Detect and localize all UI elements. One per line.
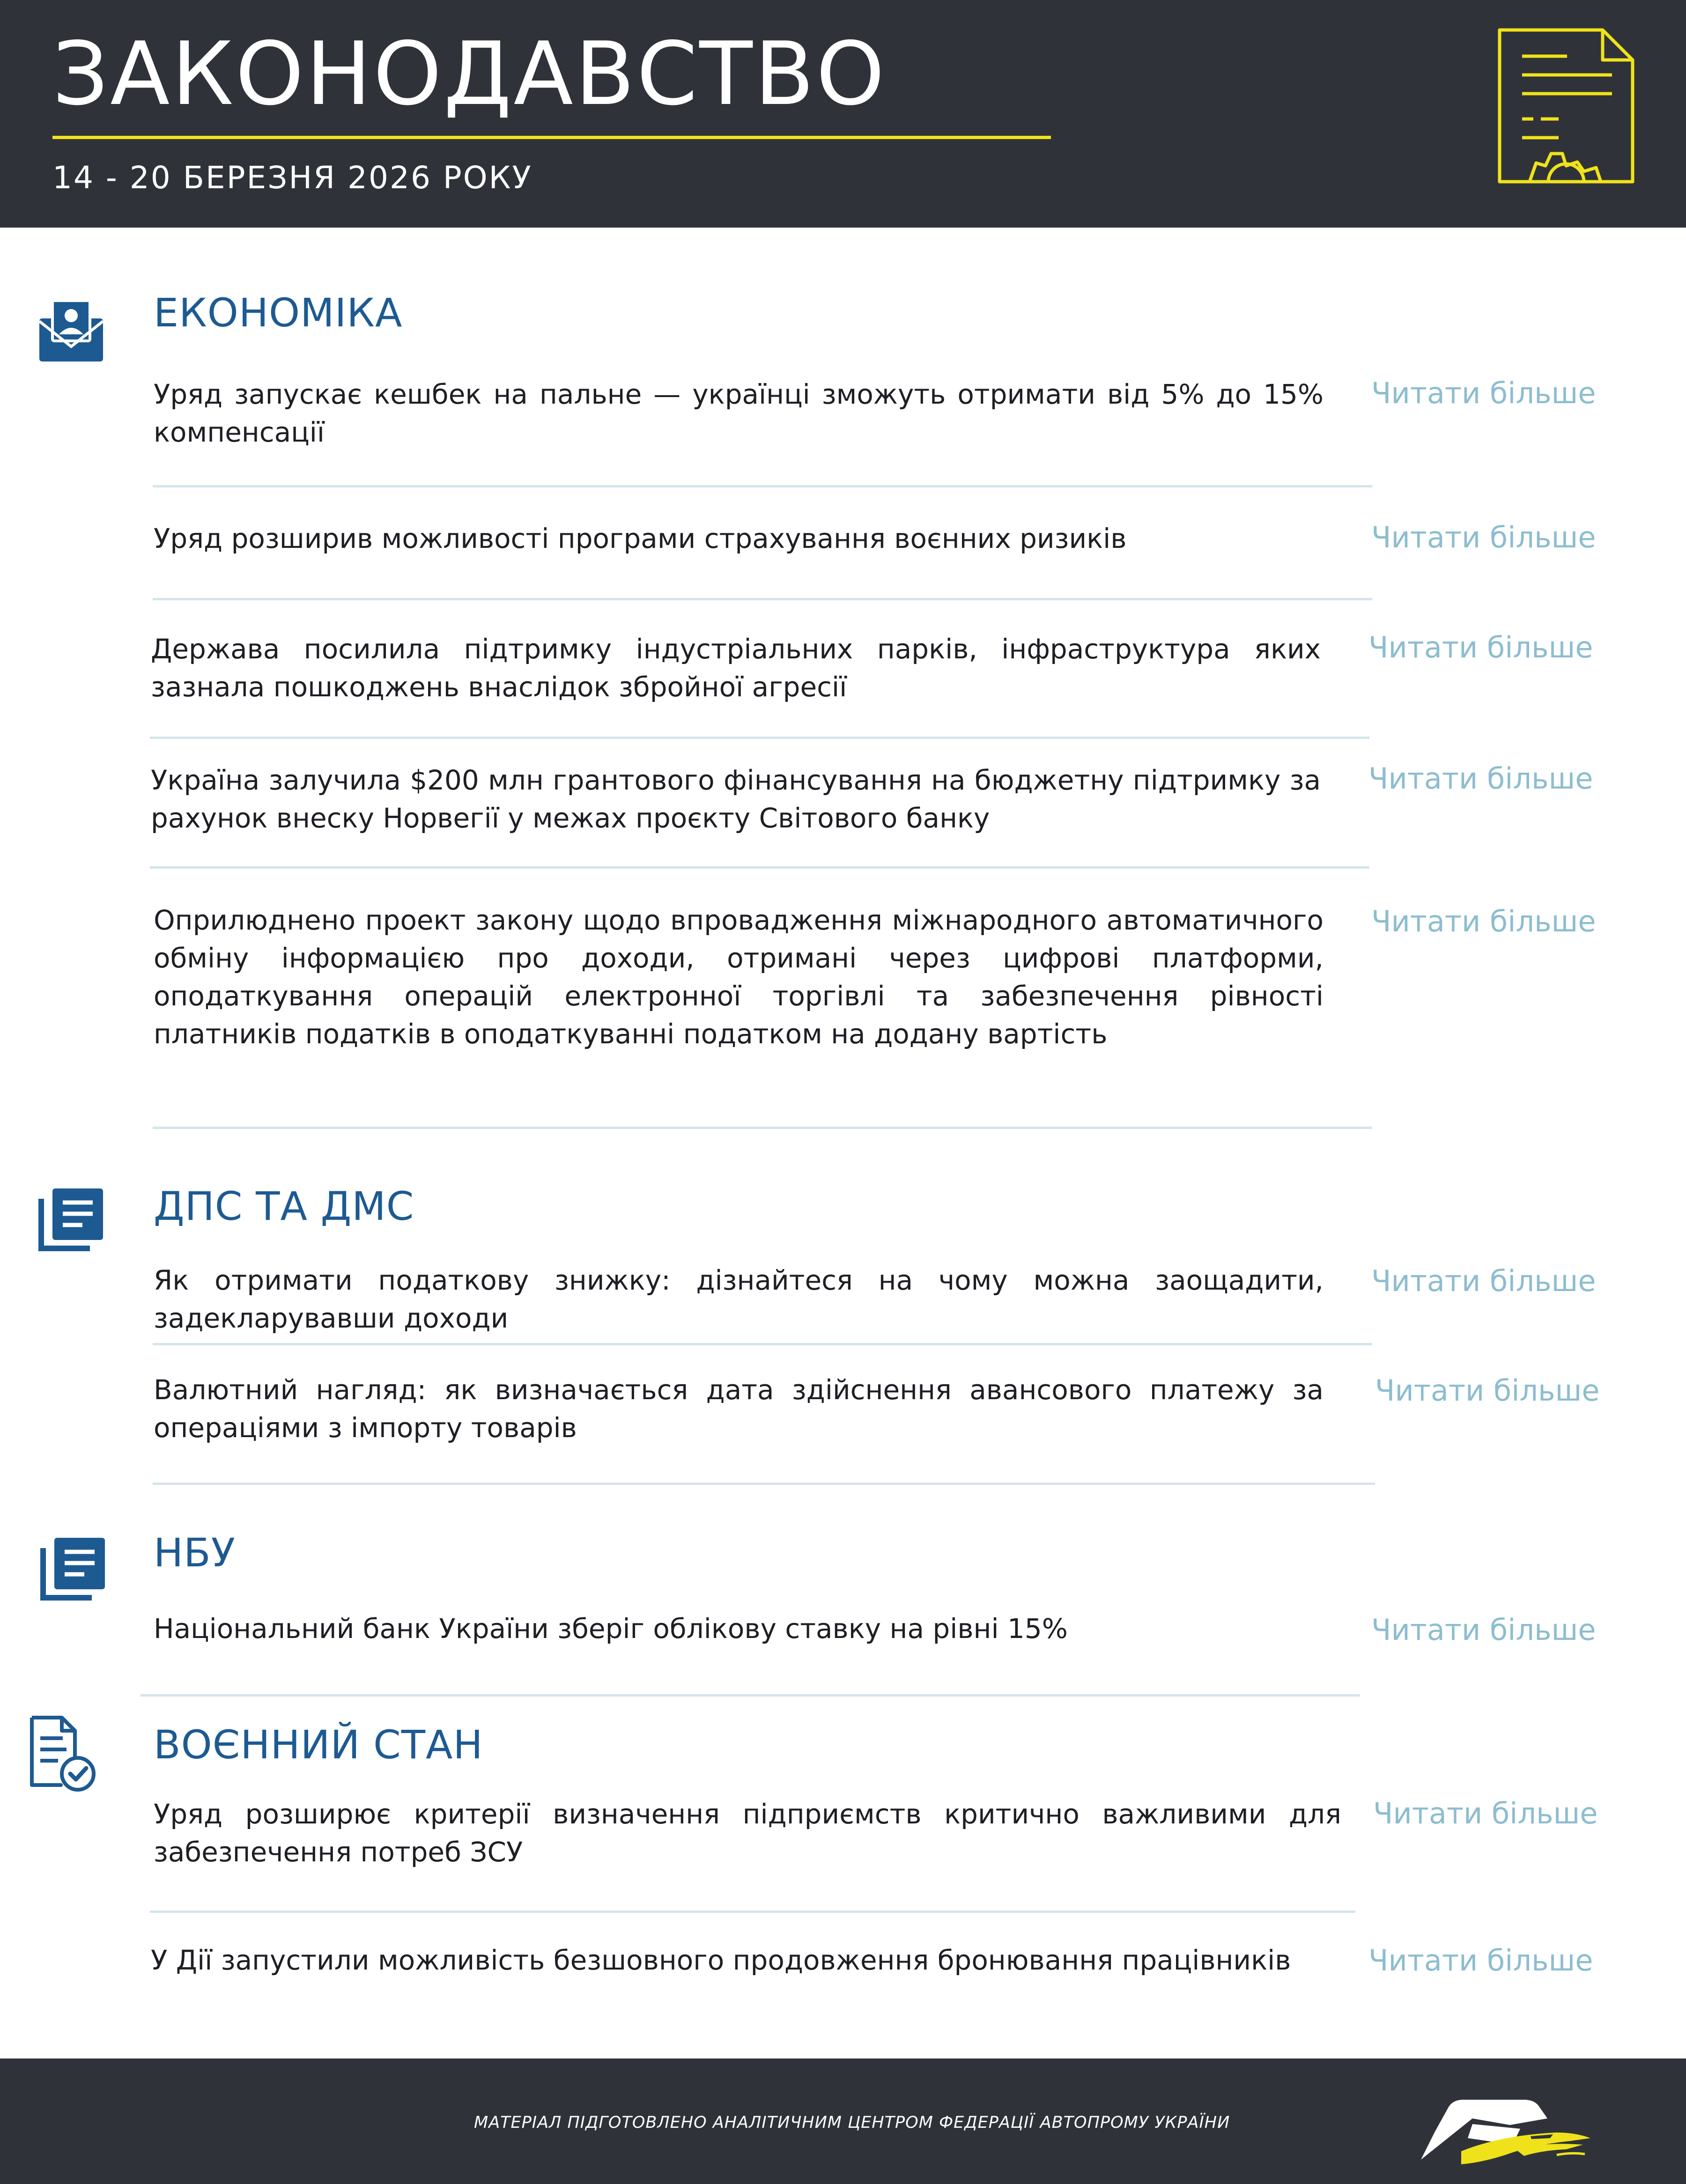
section-title-nbu: НБУ — [154, 1530, 236, 1576]
news-item-fuel-cashback: Уряд запускає кешбек на пальне — українці зможуть отримати від 5% до 15% компенсації — [154, 378, 1324, 448]
footer-credit: МАТЕРІАЛ ПІДГОТОВЛЕНО АНАЛІТИЧНИМ ЦЕНТРОМ ФЕДЕРАЦІЇ АВТОПРОМУ УКРАЇНИ — [474, 2113, 1230, 2132]
divider — [153, 1343, 1372, 1345]
read-more-link[interactable]: Читати більше — [1368, 1943, 1593, 1977]
news-item-vat-draft-law: Оприлюднено проект закону щодо впровадження міжнародного автоматичного обміну інформацією про доходи, отримані через цифрові платформи, оподаткування операцій електронної торгівлі та забезпечення рівності платників податків в оподаткуванні податком на додану вартість — [154, 904, 1324, 1050]
news-item-industrial-parks: Держава посилила підтримку індустріальних парків, інфраструктура яких зазнала пошкоджень внаслідок збройної агресії — [151, 633, 1321, 703]
car-logo-icon — [1416, 2089, 1599, 2172]
divider — [153, 485, 1372, 487]
divider — [153, 598, 1372, 600]
read-more-link[interactable]: Читати більше — [1375, 1373, 1600, 1408]
divider — [153, 1483, 1375, 1485]
documents-icon — [37, 1187, 105, 1252]
news-item-currency-supervision: Валютний нагляд: як визначається дата здійснення авансового платежу за операціями з імпорту товарів — [154, 1374, 1324, 1444]
read-more-link[interactable]: Читати більше — [1373, 1796, 1598, 1830]
briefcase-person-icon — [37, 298, 105, 363]
news-item-critical-enterprises: Уряд розширює критерії визначення підприємств критично важливими для забезпечення потреб ЗСУ — [154, 1798, 1341, 1868]
read-more-link[interactable]: Читати більше — [1371, 1264, 1596, 1298]
page-title: ЗАКОНОДАВСТВО — [52, 23, 887, 125]
read-more-link[interactable]: Читати більше — [1371, 1613, 1596, 1647]
title-underline — [52, 136, 1051, 139]
divider — [140, 1694, 1360, 1697]
read-more-link[interactable]: Читати більше — [1371, 520, 1596, 554]
news-item-norway-grant: Україна залучила $200 млн грантового фінансування на бюджетну підтримку за рахунок внеску Норвегії у межах проєкту Світового банку — [151, 764, 1321, 834]
section-title-economy: ЕКОНОМІКА — [154, 290, 403, 336]
read-more-link[interactable]: Читати більше — [1371, 376, 1596, 410]
read-more-link[interactable]: Читати більше — [1368, 630, 1593, 664]
document-gear-icon — [1497, 27, 1637, 210]
news-item-diia-booking: У Дії запустили можливість безшовного продовження бронювання працівників — [151, 1944, 1291, 1976]
date-range: 14 - 20 БЕРЕЗНЯ 2026 РОКУ — [52, 160, 532, 196]
documents-icon — [39, 1536, 107, 1601]
divider — [153, 1127, 1372, 1129]
section-title-tax-migration: ДПС ТА ДМС — [154, 1183, 414, 1229]
news-item-war-risk-insurance: Уряд розширив можливості програми страхування воєнних ризиків — [154, 523, 1127, 554]
news-item-discount-rate: Національний банк України зберіг облікову ставку на рівні 15% — [154, 1613, 1068, 1645]
document-check-icon — [28, 1714, 98, 1793]
news-item-tax-discount: Як отримати податкову знижку: дізнайтеся на чому можна заощадити, задекларувавши доходи — [154, 1264, 1324, 1334]
divider — [150, 737, 1369, 739]
read-more-link[interactable]: Читати більше — [1371, 904, 1596, 938]
divider — [150, 1911, 1355, 1913]
page-footer — [0, 2059, 1686, 2184]
section-title-martial-law: ВОЄННИЙ СТАН — [154, 1722, 483, 1768]
read-more-link[interactable]: Читати більше — [1368, 761, 1593, 796]
divider — [150, 866, 1369, 869]
page-header — [0, 0, 1686, 228]
